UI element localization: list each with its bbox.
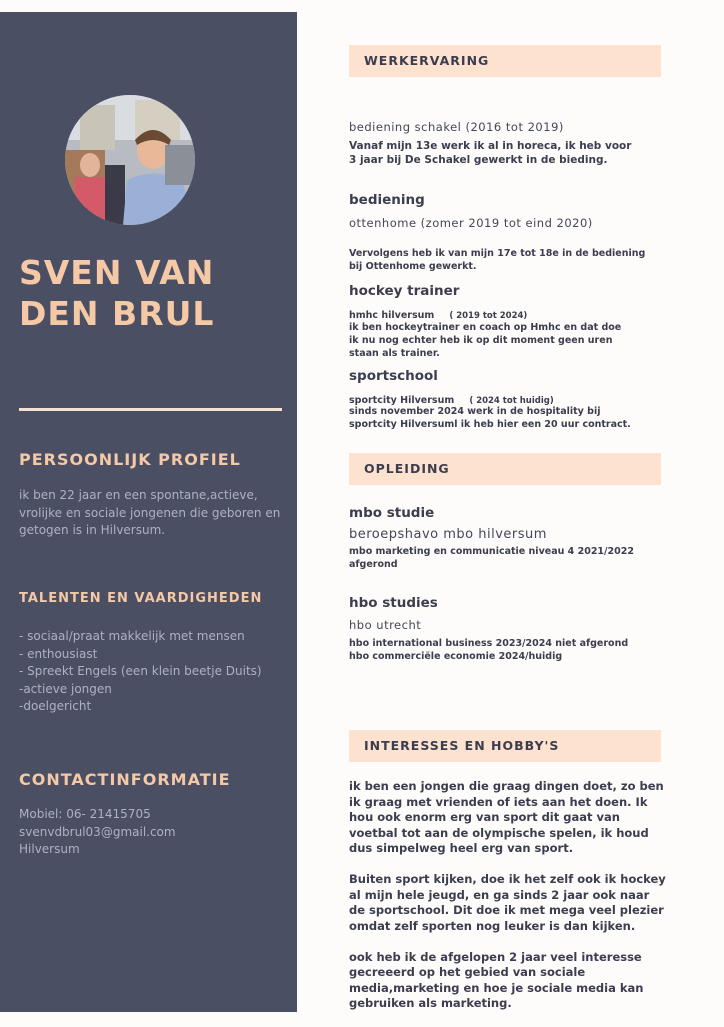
work-entry-4-place: sportcity Hilversum — [349, 395, 455, 406]
work-entry-1-sub: bediening schakel (2016 tot 2019) — [349, 120, 564, 134]
work-entry-3-place: hmhc hilversum — [349, 310, 435, 321]
contact-heading: CONTACTINFORMATIE — [19, 770, 231, 789]
education-entry-1-sub: beroepshavo mbo hilversum — [349, 527, 547, 542]
profile-photo-image — [65, 95, 195, 225]
hobbies-text — [349, 779, 669, 1027]
talents-list — [19, 628, 284, 716]
work-entry-2-sub: ottenhome (zomer 2019 tot eind 2020) — [349, 216, 593, 230]
work-entry-3-title: hockey trainer — [349, 283, 460, 299]
work-entry-3-place-row — [349, 303, 527, 322]
education-entry-2-line-2: hbo commerciële economie 2024/huidig — [349, 651, 563, 662]
hobbies-heading: INTERESSES EN HOBBY'S — [349, 730, 661, 762]
contact-email: svenvdbrul03@gmail.com — [19, 824, 176, 839]
list-item: - Spreekt Engels (een klein beetje Duits) — [19, 664, 262, 678]
list-item: -doelgericht — [19, 699, 92, 713]
contact-phone: Mobiel: 06- 21415705 — [19, 807, 151, 821]
work-heading: WERKERVARING — [349, 45, 661, 77]
education-entry-1-title: mbo studie — [349, 505, 435, 521]
list-item: - enthousiast — [19, 646, 98, 661]
work-entry-3-text: ik ben hockeytrainer en coach op Hmhc en dat doe ik nu nog echter heb ik op dit moment geen uren staan als trainer. — [349, 322, 622, 359]
work-entry-4-title: sportschool — [349, 368, 438, 384]
work-entry-3-date: ( 2019 tot 2024) — [449, 311, 528, 321]
education-entry-2-line-1: hbo international business 2023/2024 niet afgerond — [349, 638, 629, 649]
education-entry-2-sub: hbo utrecht — [349, 618, 422, 632]
list-item: -actieve jongen — [19, 681, 112, 696]
work-entry-2-text: Vervolgens heb ik van mijn 17e tot 18e in de bediening bij Ottenhome gewerkt. — [349, 248, 646, 272]
hobbies-paragraph: ook heb ik de afgelopen 2 jaar veel interesse gecreeerd op het gebied van sociale media,marketing en hoe je sociale media kan gebruiken als marketing. — [349, 949, 644, 1010]
hobbies-paragraph: ik ben een jongen die graag dingen doet, zo ben ik graag met vrienden of iets aan het doen. Ik hou ook enorm erg van sport dit gaat van voetbal tot aan de olympische spelen, ik houd dus simpelweg heel erg van sport. — [349, 779, 664, 855]
education-entry-1-text: mbo marketing en communicatie niveau 4 2021/2022 afgerond — [349, 546, 634, 570]
profile-photo — [65, 95, 195, 225]
education-heading: OPLEIDING — [349, 453, 661, 485]
work-entry-4-text: sinds november 2024 werk in de hospitality bij sportcity Hilversuml ik heb hier een 20 uur contract. — [349, 406, 631, 430]
list-item: - sociaal/praat makkelijk met mensen — [19, 629, 245, 643]
profile-text: ik ben 22 jaar en een spontane,actieve, vrolijke en sociale jongenen die geboren en getogen is in Hilversum. — [19, 488, 281, 537]
hobbies-paragraph: Buiten sport kijken, doe ik het zelf ook ik hockey al mijn hele jeugd, en ga sinds 2 jaar ook naar de sportschool. Dit doe ik met mega veel plezier omdat zelf sporten nog leuker is dan kijken. — [349, 872, 666, 933]
divider — [19, 408, 282, 411]
person-name: SVEN VAN DEN BRUL — [19, 253, 215, 333]
talents-heading: TALENTEN EN VAARDIGHEDEN — [19, 591, 263, 606]
contact-city: Hilversum — [19, 842, 80, 856]
work-entry-2-title: bediening — [349, 192, 425, 208]
sidebar — [0, 12, 297, 1012]
contact-list — [19, 806, 284, 859]
work-entry-4-date: ( 2024 tot huidig) — [469, 396, 554, 406]
education-entry-2-title: hbo studies — [349, 595, 438, 611]
profile-heading: PERSOONLIJK PROFIEL — [19, 450, 241, 469]
work-entry-1-text: Vanaf mijn 13e werk ik al in horeca, ik heb voor 3 jaar bij De Schakel gewerkt in de bieding. — [349, 140, 632, 166]
